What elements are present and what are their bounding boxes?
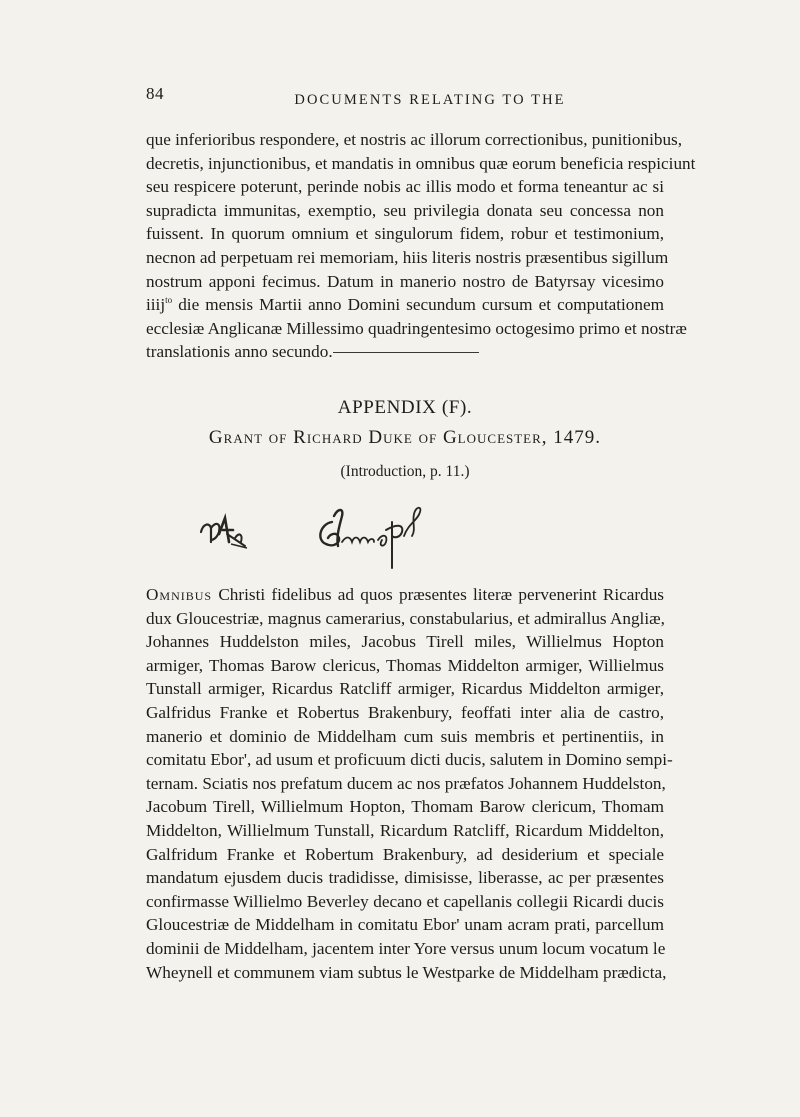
opening-word: Omnibus — [146, 585, 213, 604]
text-line: Gloucestriæ de Middelham in comitatu Ebor' unam acram prati, parcellum — [146, 915, 664, 935]
date-ordinal-superscript: to — [165, 295, 173, 306]
text-line: manerio et dominio de Middelham cum suis membris et pertinentiis, in — [146, 726, 664, 746]
text-line: ternam. Sciatis nos prefatum ducem ac nos præfatos Johannem Huddelston, — [146, 773, 666, 793]
text-line: dux Gloucestriæ, magnus camerarius, constabularius, et admirallus Angliæ, — [146, 608, 665, 628]
gloucester-signature — [308, 502, 428, 572]
text-line: seu respicere poterunt, perinde nobis ac illis modo et forma teneantur ac si — [146, 177, 664, 197]
text-line: comitatu Ebor', ad usum et proficuum dicti ducis, salutem in Domino sempi- — [146, 750, 673, 770]
text-line: Johannes Huddelston miles, Jacobus Tirell miles, Willielmus Hopton — [146, 632, 664, 652]
date-rest: die mensis Martii anno Domini secundum cursum et computationem — [172, 295, 664, 315]
text-line: Tunstall armiger, Ricardus Ratcliff armiger, Ricardus Middelton armiger, — [146, 679, 664, 699]
introduction-reference: (Introduction, p. 11.) — [340, 463, 470, 480]
grant-text — [146, 583, 673, 984]
text-line-date — [146, 293, 664, 317]
text-line: confirmasse Willielmo Beverley decano et capellanis collegii Ricardi ducis — [146, 891, 664, 911]
paragraph-continued — [146, 128, 696, 364]
text-line: translationis anno secundo. — [146, 342, 333, 362]
text-line: Galfridus Franke et Robertus Brakenbury, feoffati inter alia de castro, — [146, 702, 664, 722]
text-line: decretis, injunctionibus, et mandatis in omnibus quæ eorum beneficia respiciunt — [146, 153, 696, 173]
running-head: DOCUMENTS RELATING TO THE — [294, 92, 566, 108]
appendix-heading: APPENDIX (F). — [337, 397, 473, 418]
section-divider — [333, 352, 479, 353]
text-line: armiger, Thomas Barow clericus, Thomas Middelton armiger, Willielmus — [146, 655, 664, 675]
text-line: Galfridum Franke et Robertum Brakenbury, ad desiderium et speciale — [146, 844, 664, 864]
text-line: ecclesiæ Anglicanæ Millessimo quadringentesimo octogesimo primo et nostræ — [146, 318, 687, 338]
text-line: nostrum apponi fecimus. Datum in manerio nostro de Batyrsay vicesimo — [146, 271, 664, 291]
date-ordinal: iiij — [146, 295, 166, 315]
text-line: Middelton, Willielmum Tunstall, Ricardum Ratcliff, Ricardum Middelton, — [146, 820, 664, 840]
page-number: 84 — [146, 84, 164, 103]
opening-line-rest: Christi fidelibus ad quos præsentes literæ pervenerint Ricardus — [212, 585, 664, 604]
text-line: necnon ad perpetuam rei memoriam, hiis literis nostris præsentibus sigillum — [146, 247, 669, 267]
text-line: supradicta immunitas, exemptio, seu privilegia donata seu concessa non — [146, 200, 664, 220]
text-line: que inferioribus respondere, et nostris ac illorum correctionibus, punitionibus, — [146, 130, 683, 149]
text-line-opening — [146, 583, 664, 607]
text-line: Wheynell et communem viam subtus le Westparke de Middelham prædicta, — [146, 962, 667, 982]
richard-monogram-signature — [195, 512, 255, 564]
grant-title: Grant of Richard Duke of Gloucester, 1479. — [208, 427, 602, 448]
text-line: Jacobum Tirell, Willielmum Hopton, Thomam Barow clericum, Thomam — [146, 797, 664, 817]
text-line: mandatum ejusdem ducis tradidisse, dimisisse, liberasse, ac per præsentes — [146, 868, 664, 888]
text-line: fuissent. In quorum omnium et singulorum fidem, robur et testimonium, — [146, 224, 664, 244]
text-line: dominii de Middelham, jacentem inter Yore versus unum locum vocatum le — [146, 938, 666, 958]
